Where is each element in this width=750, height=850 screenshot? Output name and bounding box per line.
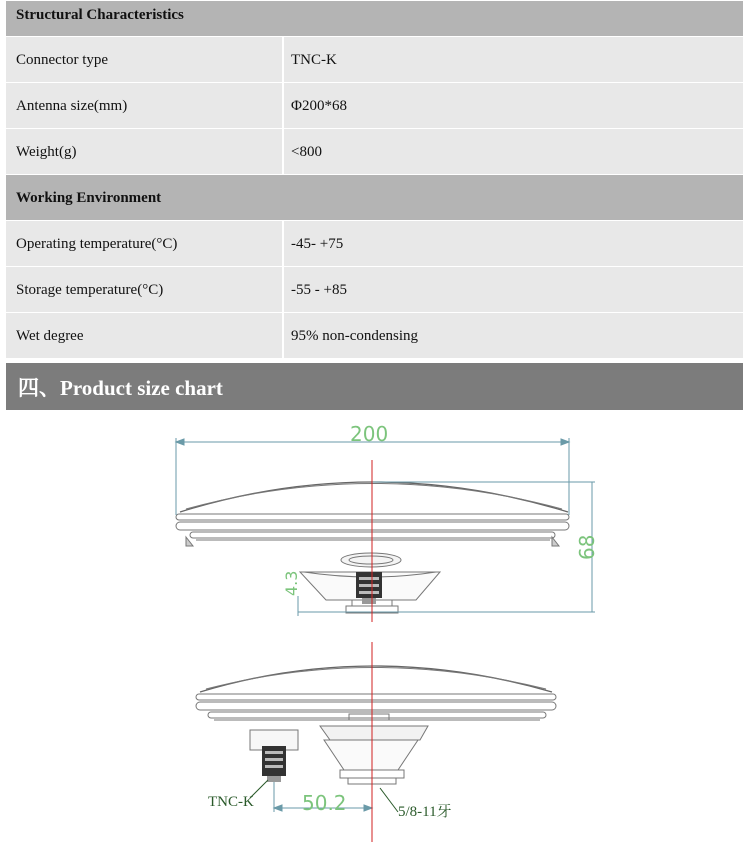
table-row: [6, 220, 743, 266]
column-divider: [282, 129, 284, 174]
row-label: Wet degree: [16, 328, 84, 344]
product-size-chart-header: [6, 363, 743, 410]
table-row: [6, 82, 743, 128]
table-row: [6, 36, 743, 82]
row-value: -55 - +85: [291, 282, 347, 298]
row-label: Weight(g): [16, 144, 77, 160]
connector-callout-label: TNC-K: [208, 794, 254, 810]
row-value: Φ200*68: [291, 98, 347, 114]
column-divider: [282, 267, 284, 312]
antenna-side-view-lower: [196, 666, 556, 784]
row-label: Storage temperature(°C): [16, 282, 164, 298]
row-label: Connector type: [16, 52, 109, 68]
row-value: <800: [291, 144, 322, 160]
dimension-offset-label: 50.2: [302, 791, 347, 815]
table-row: [6, 128, 743, 174]
row-value: TNC-K: [291, 52, 337, 68]
column-divider: [282, 83, 284, 128]
dimension-width-label: 200: [350, 422, 389, 446]
section-title: 四、Product size chart: [18, 376, 223, 400]
section-title: Working Environment: [16, 190, 162, 206]
dimension-base-label: 4.3: [282, 570, 301, 596]
section-title: Structural Characteristics: [16, 7, 184, 23]
column-divider: [282, 313, 284, 358]
tnc-connector-lower: [262, 746, 286, 782]
section-structural-header: [6, 0, 743, 36]
dimension-height-label: 68: [575, 534, 599, 560]
column-divider: [282, 221, 284, 266]
section-environment-header: [6, 174, 743, 220]
spec-table: [6, 0, 743, 358]
column-divider: [282, 37, 284, 82]
thread-callout-label: 5/8-11牙: [398, 804, 452, 820]
row-label: Antenna size(mm): [16, 98, 128, 114]
antenna-dimension-drawing: [0, 410, 750, 850]
row-label: Operating temperature(°C): [16, 236, 178, 252]
row-value: 95% non-condensing: [291, 328, 419, 344]
table-row: [6, 312, 743, 358]
table-row: [6, 266, 743, 312]
row-value: -45- +75: [291, 236, 344, 252]
